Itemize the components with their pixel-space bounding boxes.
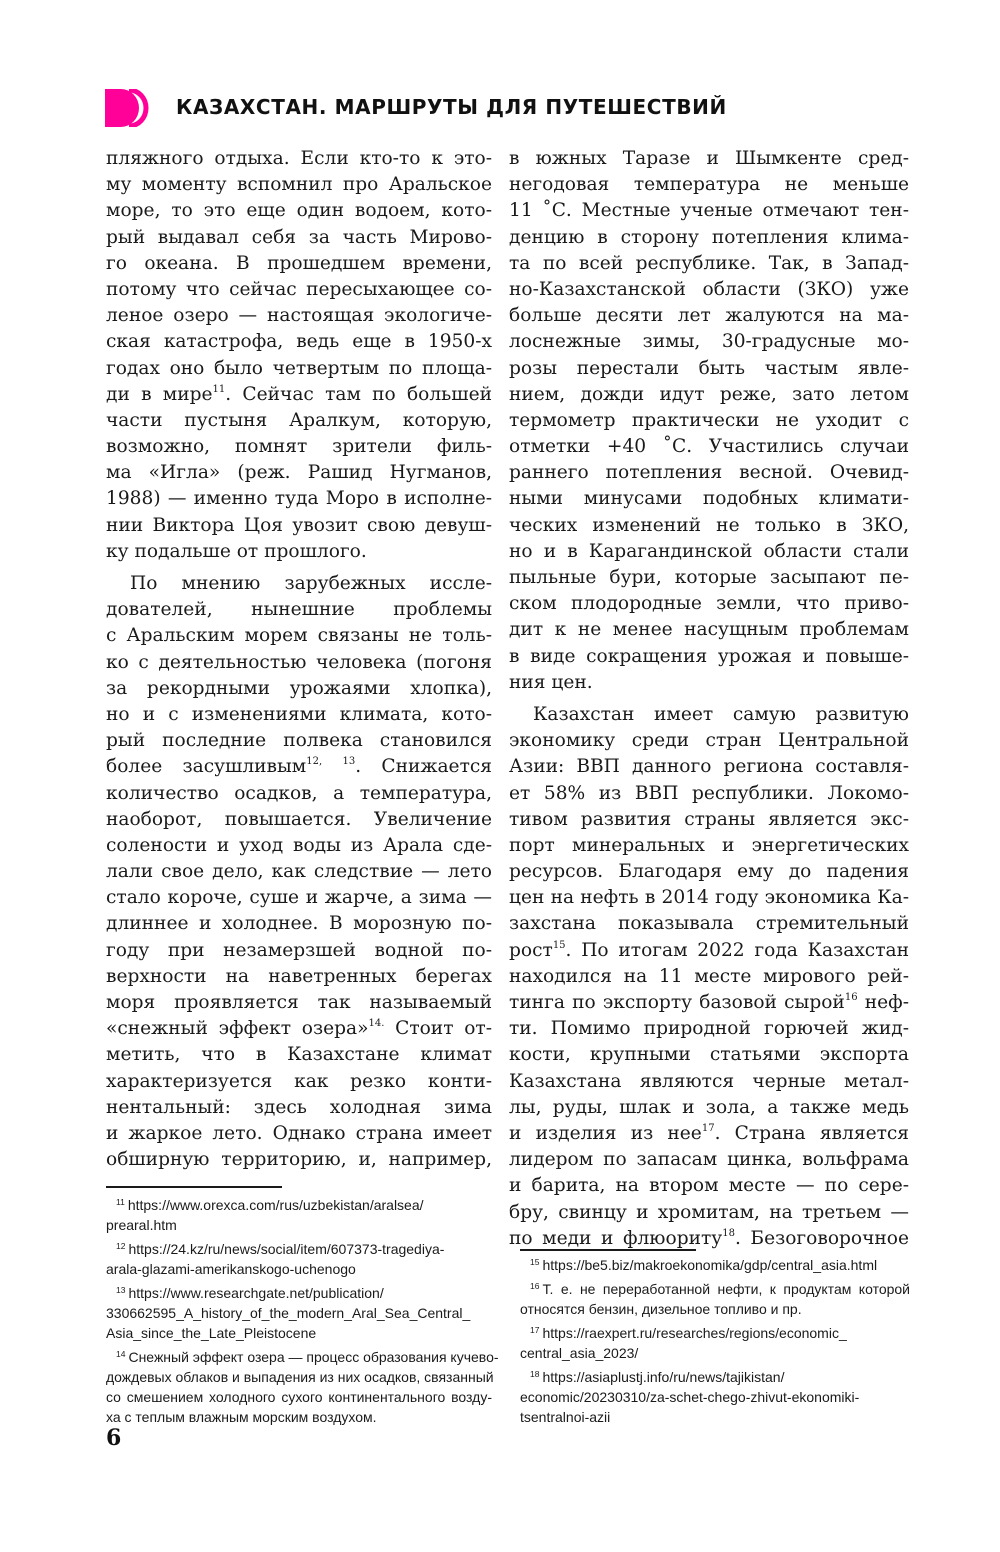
- footnote-number: 16: [530, 1281, 540, 1291]
- text-line: ском плодородные земли, что приво-: [509, 593, 909, 615]
- text-line: розы перестали быть частым явле-: [509, 357, 909, 379]
- text-line: обширную территорию, и, например,: [106, 1149, 492, 1171]
- text-line: пляжного отдыха. Если кто-то к это-: [106, 148, 492, 169]
- right-text-column: [509, 146, 909, 1252]
- footnote-18: $^{18}$ https://asiaplustj.info/ru/news/tajikistan/ economic/20230310/za-schet-chego-zhivut-ekonomiki- tsentralnoi-azii: [520, 1369, 860, 1425]
- text-line: 11 ˚С. Местные ученые отмечают тен-: [509, 200, 909, 222]
- text-line: ди в мире$^{11}$. Сейчас там по большей: [106, 383, 492, 405]
- footnote-number: 15: [530, 1257, 540, 1267]
- text-line: Азии: ВВП данного региона составля-: [509, 756, 909, 778]
- text-line: По мнению зарубежных иссле-: [130, 573, 492, 594]
- text-line: та по всей республике. Так, в Запад-: [509, 252, 909, 274]
- footnote-number: 18: [530, 1369, 540, 1379]
- text-line: годах оно было четвертым по площа-: [106, 357, 492, 379]
- footnote-number: 12: [116, 1241, 126, 1251]
- text-line: количество осадков, а температура,: [106, 782, 492, 804]
- footnote-number: 17: [530, 1325, 540, 1335]
- text-line: Казахстана являются черные метал-: [509, 1070, 909, 1092]
- text-line: дователей, нынешние проблемы: [106, 599, 492, 621]
- text-line: цен на нефть в 2014 году экономика Ка-: [509, 887, 909, 909]
- text-line: больше десяти лет жалуются на ма-: [509, 305, 909, 327]
- text-line: более засушливым$^{12,}$ $^{13}$. Снижается: [106, 756, 492, 778]
- text-line: верхности на наветренных берегах: [106, 965, 492, 987]
- text-line: Казахстан имеет самую развитую: [533, 703, 909, 725]
- text-line: но-Казахстанской области (ЗКО) уже: [509, 278, 909, 300]
- text-line: рый последние полвека становился: [106, 730, 492, 752]
- text-line: и изделия из нее$^{17}$. Страна является: [509, 1122, 910, 1144]
- text-line: захстана показывала стремительный: [509, 913, 909, 935]
- left-text-column: [106, 146, 492, 1173]
- footnote-12: $^{12}$ https://24.kz/ru/news/social/item/607373-tragediya- arala-glazami-amerikanskogo-uchenogo: [106, 1241, 445, 1277]
- footnote-number: 14: [116, 1349, 126, 1359]
- text-line: пыльные бури, которые засыпают пе-: [509, 567, 909, 588]
- text-line: леное озеро — настоящая экологиче-: [106, 305, 492, 327]
- text-line: ресурсов. Благодаря ему до падения: [509, 861, 909, 883]
- footnote-11: $^{11}$ https://www.orexca.com/rus/uzbekistan/aralsea/ prearal.htm: [106, 1197, 424, 1233]
- text-line: тивом развития страны является экс-: [509, 808, 909, 830]
- text-line: экономику среди стран Центральной: [509, 730, 909, 752]
- text-line: ская катастрофа, ведь еще в 1950-х: [106, 331, 492, 353]
- running-header: [105, 88, 805, 128]
- text-line: го океана. В прошедшем времени,: [106, 252, 492, 274]
- text-line: рост$^{15}$. По итогам 2022 года Казахстан: [509, 939, 909, 961]
- text-line: ными минусами подобных климати-: [509, 488, 909, 510]
- text-line: по меди и флюориту$^{18}$. Безоговорочное: [509, 1227, 909, 1249]
- text-line: находился на 11 месте мирового рей-: [509, 965, 909, 987]
- footnote-number: 11: [116, 1197, 125, 1207]
- text-line: характеризуется как резко конти-: [106, 1070, 492, 1092]
- footnotes-right: [520, 1255, 910, 1427]
- page-number: 6: [106, 1425, 122, 1451]
- text-line: солености и уход воды из Арала сде-: [106, 834, 492, 856]
- text-line: моря проявляется так называемый: [106, 992, 492, 1013]
- text-line: с Аральским морем связаны не толь-: [106, 625, 492, 647]
- text-line: ко с деятельностью человека (погоня: [106, 651, 492, 673]
- text-line: негодовая температура не меньше: [509, 174, 909, 196]
- text-line: в виде сокращения урожая и повыше-: [509, 645, 909, 667]
- text-line: в южных Таразе и Шымкенте сред-: [509, 148, 909, 169]
- footnote-divider-right: [520, 1249, 696, 1251]
- text-line: длиннее и холоднее. В морозную по-: [106, 913, 492, 935]
- text-line: рый выдавал себя за часть Мирово-: [106, 226, 492, 248]
- text-line: денцию в сторону потепления клима-: [509, 226, 909, 248]
- text-line: ния цен.: [509, 671, 593, 693]
- text-line: кости, крупными статьями экспорта: [509, 1044, 909, 1066]
- text-line: но и с изменениями климата, кото-: [106, 703, 492, 725]
- text-line: потому что сейчас пересыхающее со-: [106, 278, 492, 300]
- text-line: ет 58% из ВВП республики. Локомо-: [509, 782, 909, 804]
- text-line: лы, руды, шлак и зола, а также медь: [509, 1096, 909, 1118]
- footnote-14: $^{14}$ Снежный эффект озера — процесс образования кучево- дождевых облаков и выпадения из них осадков, связанный со смешением холодного сухого континентального возду- ха с теплым влажным морским воздухом.: [106, 1349, 499, 1425]
- footnote-13: $^{13}$ https://www.researchgate.net/publication/ 330662595_A_history_of_the_modern_Aral_Sea_Central_ Asia_since_the_Late_Pleistocene: [106, 1285, 471, 1341]
- text-line: нием, дожди идут реже, зато летом: [509, 383, 909, 405]
- publisher-logo-icon: [105, 89, 149, 127]
- text-line: лоснежные зимы, 30-градусные мо-: [509, 331, 909, 353]
- text-line: но и в Карагандинской области стали: [509, 540, 909, 562]
- text-line: метить, что в Казахстане климат: [106, 1044, 492, 1066]
- footnotes-left: [106, 1195, 499, 1427]
- text-line: дит к не менее насущным проблемам: [509, 619, 909, 641]
- text-line: ти. Помимо природной горючей жид-: [509, 1018, 909, 1040]
- text-line: за рекордными урожаями хлопка),: [106, 677, 492, 699]
- text-line: ку подальше от прошлого.: [106, 540, 367, 562]
- text-line: раннего потепления весной. Очевид-: [509, 462, 909, 484]
- footnote-16: $^{16}$ Т. е. не переработанной нефти, к продуктам которой относятся бензин, дизельное топливо и пр.: [520, 1281, 910, 1317]
- text-line: лали свое дело, как следствие — лето: [106, 861, 492, 883]
- text-line: отметки +40 ˚С. Участились случаи: [509, 436, 909, 458]
- text-line: му моменту вспомнил про Аральское: [106, 174, 492, 196]
- text-line: «снежный эффект озера»$^{14.}$ Стоит от-: [106, 1018, 492, 1040]
- text-line: ческих изменений не только в ЗКО,: [509, 514, 909, 536]
- text-line: нии Виктора Цоя увозит свою девуш-: [106, 514, 492, 536]
- text-line: стало короче, суше и жарче, а зима —: [106, 887, 492, 909]
- book-title: КАЗАХСТАН. МАРШРУТЫ ДЛЯ ПУТЕШЕСТВИЙ: [176, 95, 727, 119]
- text-line: бру, свинцу и хромитам, на третьем —: [509, 1201, 909, 1223]
- footnote-number: 13: [116, 1285, 126, 1295]
- text-line: наоборот, повышается. Увеличение: [106, 808, 492, 830]
- text-line: порт минеральных и энергетических: [509, 834, 909, 856]
- text-line: 1988) — именно туда Моро в исполне-: [106, 488, 492, 510]
- text-line: лидером по запасам цинка, вольфрама: [509, 1149, 909, 1171]
- text-line: тинга по экспорту базовой сырой$^{16}$ неф-: [509, 992, 909, 1013]
- text-line: термометр практически не уходит с: [509, 409, 909, 431]
- footnote-divider-left: [106, 1186, 282, 1188]
- footnote-17: $^{17}$ https://raexpert.ru/researches/regions/economic_ central_asia_2023/: [520, 1325, 847, 1361]
- text-line: возможно, помнят зрители филь-: [106, 436, 492, 458]
- text-line: и жаркое лето. Однако страна имеет: [106, 1122, 492, 1144]
- text-line: ма «Игла» (реж. Рашид Нугманов,: [106, 462, 492, 484]
- footnote-15: $^{15}$ https://be5.biz/makroekonomika/gdp/central_asia.html: [530, 1257, 878, 1273]
- text-line: части пустыня Аралкум, которую,: [106, 409, 492, 431]
- text-line: море, то это еще один водоем, кото-: [106, 200, 492, 222]
- text-line: году при незамерзшей водной по-: [106, 939, 492, 961]
- text-line: и барита, на втором месте — по сере-: [509, 1175, 909, 1197]
- text-line: нентальный: здесь холодная зима: [106, 1096, 492, 1118]
